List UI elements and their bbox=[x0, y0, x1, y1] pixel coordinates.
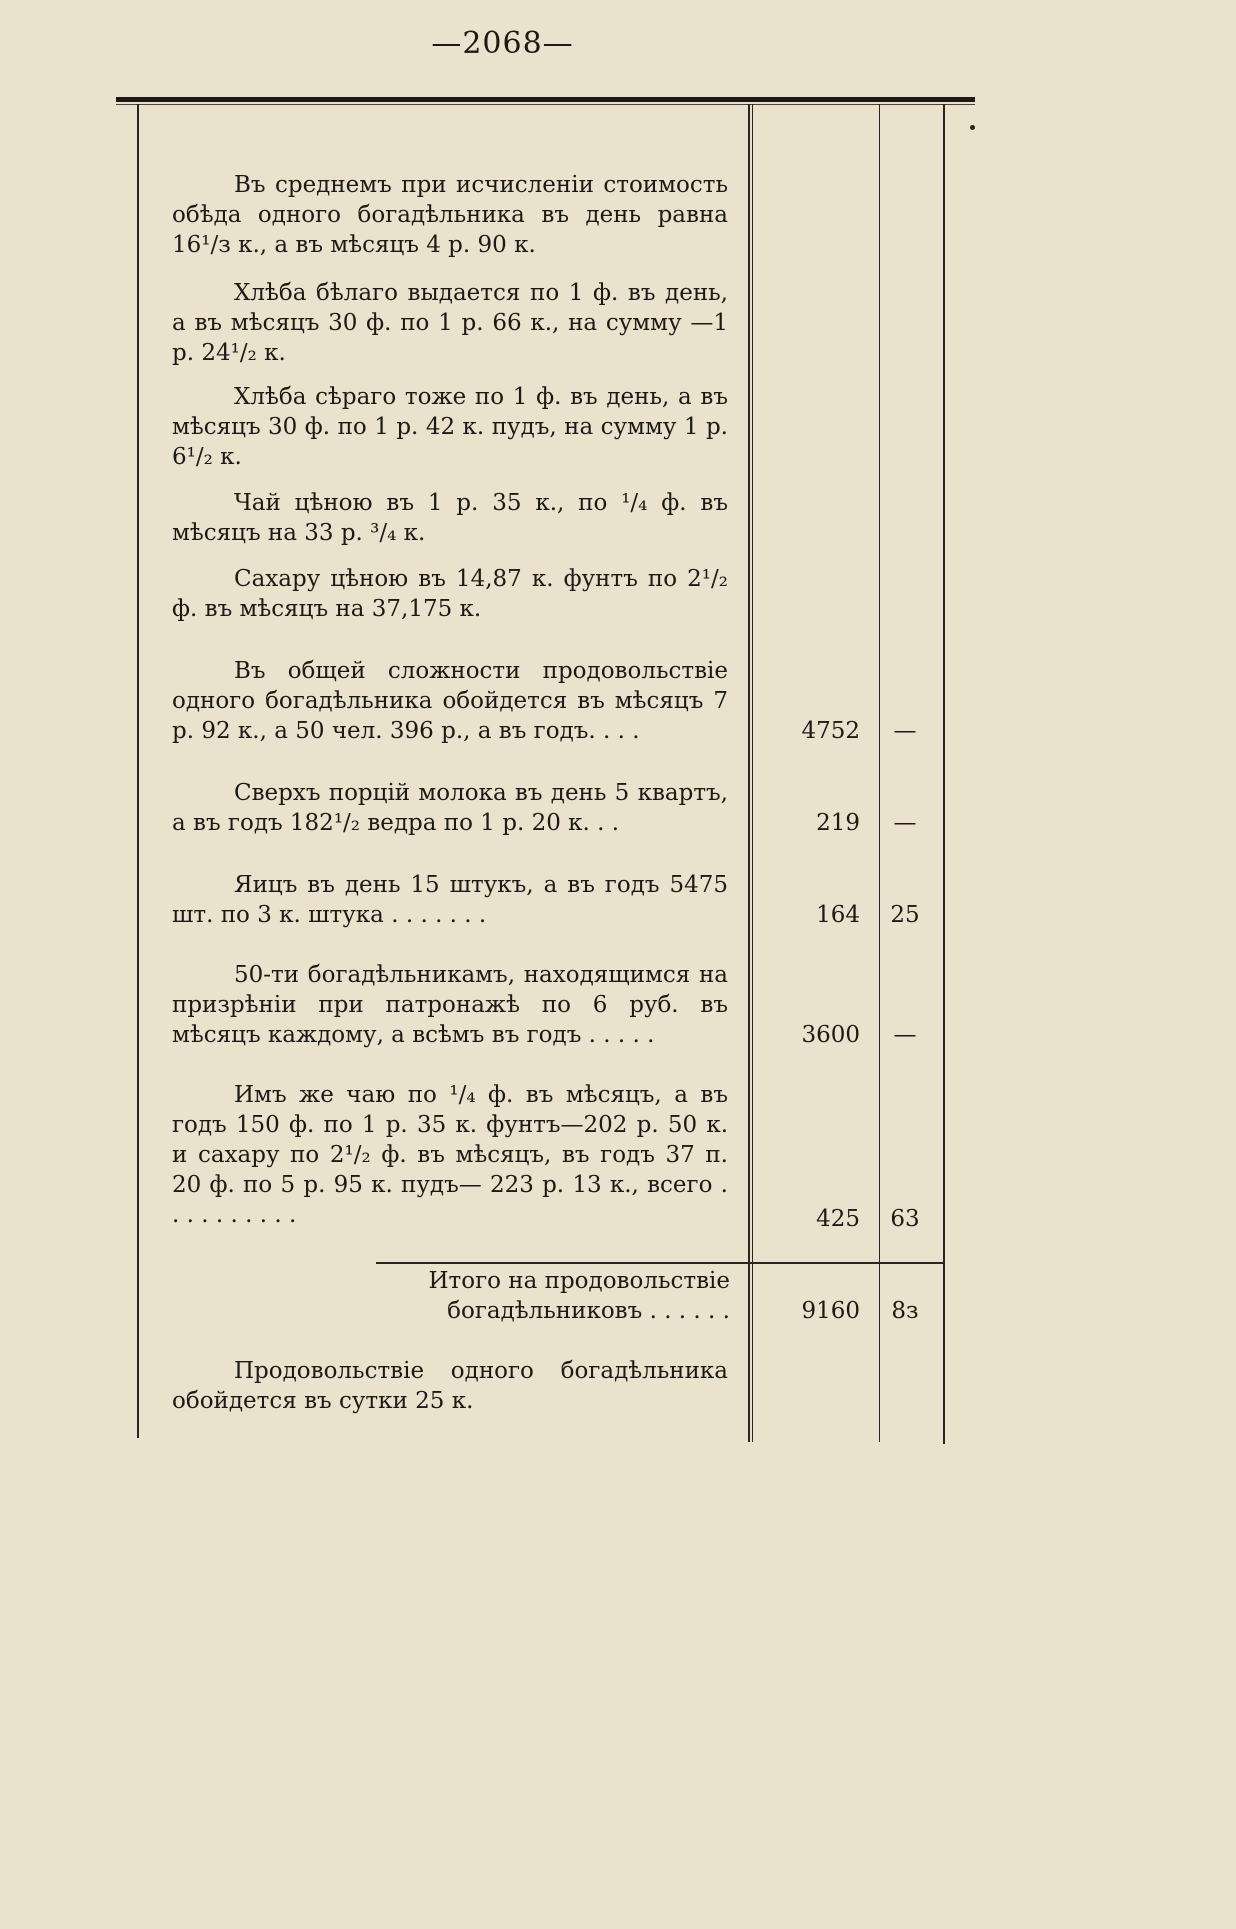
amount-rubles: 164 bbox=[816, 902, 860, 928]
right-border bbox=[943, 104, 945, 1444]
entry-eggs bbox=[172, 870, 728, 930]
margin-dot bbox=[970, 125, 975, 130]
amount-kopecks: 63 bbox=[890, 1206, 920, 1232]
amount-kopecks: — bbox=[893, 718, 917, 744]
entry-text: Хлѣба бѣлаго выдается по 1 ф. въ день, а въ мѣсяцъ 30 ф. по 1 р. 66 к., на сумму —1 р. 24¹/₂ к. bbox=[172, 280, 728, 366]
entry-text: Сверхъ порцій молока въ день 5 квартъ, а въ годъ 182¹/₂ ведра по 1 р. 20 к. . . bbox=[172, 780, 728, 836]
entry-white-bread bbox=[172, 278, 728, 368]
entry-milk bbox=[172, 778, 728, 838]
entry-text: Сахару цѣною въ 14,87 к. фунтъ по 2¹/₂ ф. въ мѣсяцъ на 37,175 к. bbox=[172, 566, 728, 622]
entry-grey-bread bbox=[172, 382, 728, 472]
amount-rubles: 3600 bbox=[801, 1022, 860, 1048]
total-label bbox=[376, 1266, 730, 1326]
entry-total-provisions bbox=[172, 656, 728, 746]
total-label-line2: богадѣльниковъ . . . . . . bbox=[447, 1298, 730, 1324]
entry-patronage bbox=[172, 960, 728, 1050]
entry-text: Имъ же чаю по ¹/₄ ф. въ мѣсяцъ, а въ годъ 150 ф. по 1 р. 35 к. фунтъ—202 р. 50 к. и сахару по 2¹/₂ ф. въ мѣсяцъ, въ годъ 37 п. 20 ф. по 5 р. 95 к. пудъ— 223 р. 13 к., всего . . . . . . . . . . bbox=[172, 1082, 728, 1228]
footer-note bbox=[172, 1356, 728, 1416]
amount-kopecks: — bbox=[893, 810, 917, 836]
entry-text: 50-ти богадѣльникамъ, находящимся на призрѣніи при патронажѣ по 6 руб. въ мѣсяцъ каждому, а всѣмъ въ годъ . . . . . bbox=[172, 962, 728, 1048]
amount-column-divider bbox=[748, 104, 750, 1442]
amount-column-divider-thin bbox=[752, 104, 753, 1442]
amount-kopecks: 25 bbox=[890, 902, 920, 928]
entry-text: Чай цѣною въ 1 р. 35 к., по ¹/₄ ф. въ мѣсяцъ на 33 р. ³/₄ к. bbox=[172, 490, 728, 546]
entry-text: Хлѣба сѣраго тоже по 1 ф. въ день, а въ мѣсяцъ 30 ф. по 1 р. 42 к. пудъ, на сумму 1 р. 6¹/₂ к. bbox=[172, 384, 728, 470]
entry-text: Въ среднемъ при исчисленіи стоимость обѣда одного богадѣльника въ день равна 16¹/з к., а въ мѣсяцъ 4 р. 90 к. bbox=[172, 172, 728, 258]
amount-rubles: 4752 bbox=[801, 718, 860, 744]
amount-kopecks: — bbox=[893, 1022, 917, 1048]
kop-column-divider bbox=[879, 104, 880, 1442]
left-border bbox=[137, 104, 139, 1438]
entry-tea bbox=[172, 488, 728, 548]
top-rule-thin bbox=[116, 104, 975, 105]
entry-patronage-tea-sugar bbox=[172, 1080, 728, 1230]
total-amount-kopecks: 8з bbox=[891, 1298, 919, 1324]
top-rule bbox=[116, 97, 975, 102]
amount-rubles: 219 bbox=[816, 810, 860, 836]
entry-text: Въ общей сложности продовольствіе одного богадѣльника обойдется въ мѣсяцъ 7 р. 92 к., а 50 чел. 396 р., а въ годъ. . . . bbox=[172, 658, 728, 744]
entry-sugar bbox=[172, 564, 728, 624]
total-rule bbox=[376, 1262, 943, 1264]
page-number: —2068— bbox=[431, 26, 574, 61]
footer-text: Продовольствіе одного богадѣльника обойдется въ сутки 25 к. bbox=[172, 1358, 728, 1414]
total-label-line1: Итого на продовольствіе bbox=[428, 1268, 730, 1294]
entry-dinner bbox=[172, 170, 728, 260]
entry-text: Яицъ въ день 15 штукъ, а въ годъ 5475 шт. по 3 к. штука . . . . . . . bbox=[172, 872, 728, 928]
amount-rubles: 425 bbox=[816, 1206, 860, 1232]
total-amount-rubles: 9160 bbox=[801, 1298, 860, 1324]
